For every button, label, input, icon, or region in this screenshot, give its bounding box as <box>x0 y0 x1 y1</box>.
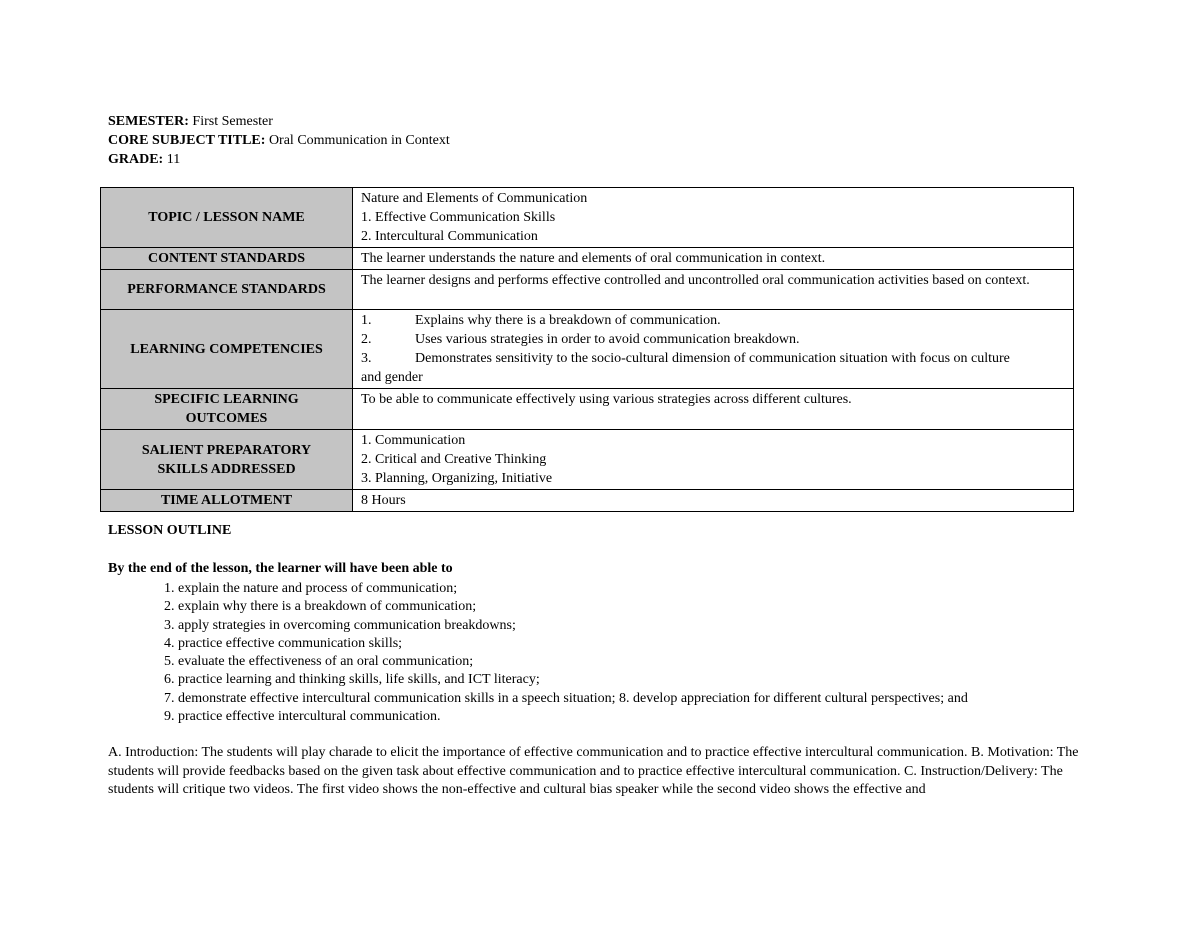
specific-outcomes-value: To be able to communicate effectively using various strategies across different cultures. <box>353 389 1074 430</box>
topic-value <box>353 188 1074 248</box>
procedure-paragraph: A. Introduction: The students will play charade to elicit the importance of effective communication and to practice effective intercultural communication. B. Motivation: The students will provide feedbacks based on the given task about effective communication and to practice effective intercultural communication. C. Instruction/Delivery: The students will critique two videos. The first video shows the non-effective and cultural bias speaker while the second video shows the effective and <box>108 745 1079 797</box>
semester-value: First Semester <box>192 114 273 129</box>
competency-item <box>361 330 1065 349</box>
topic-line: Nature and Elements of Communication <box>361 191 588 206</box>
learning-competencies-value <box>353 310 1074 389</box>
grade-row <box>108 150 450 169</box>
list-item: 1. explain the nature and process of communication; <box>164 581 458 596</box>
time-allotment-label: TIME ALLOTMENT <box>101 490 353 512</box>
table-row <box>101 248 1074 270</box>
topic-label: TOPIC / LESSON NAME <box>101 188 353 248</box>
list-item: 5. evaluate the effectiveness of an oral communication; <box>164 654 474 669</box>
competency-item <box>361 311 1065 330</box>
list-item: 4. practice effective communication skills; <box>164 635 403 651</box>
table-row <box>101 188 1074 248</box>
content-standards-value: The learner understands the nature and elements of oral communication in context. <box>353 248 1074 270</box>
competency-continuation: and gender <box>361 370 423 385</box>
list-item: 6. practice learning and thinking skills, life skills, and ICT literacy; <box>164 672 540 688</box>
objectives-intro: By the end of the lesson, the learner will have been able to <box>108 561 453 576</box>
label-line: SALIENT PREPARATORY <box>141 442 312 458</box>
performance-standards-label: PERFORMANCE STANDARDS <box>101 270 353 310</box>
list-item: 2. explain why there is a breakdown of communication; <box>164 599 477 615</box>
document-header <box>108 112 450 169</box>
table-row <box>101 490 1074 512</box>
objectives-list <box>164 580 968 726</box>
skill-line: 3. Planning, Organizing, Initiative <box>361 471 553 486</box>
table-row <box>101 389 1074 430</box>
salient-skills-label <box>101 430 353 490</box>
skill-line: 1. Communication <box>361 433 466 448</box>
grade-label: GRADE: <box>108 152 164 167</box>
skill-line: 2. Critical and Creative Thinking <box>361 452 547 467</box>
time-allotment-value: 8 Hours <box>353 490 1074 512</box>
learning-competencies-label: LEARNING COMPETENCIES <box>101 310 353 389</box>
list-item: 3. apply strategies in overcoming communication breakdowns; <box>164 617 516 633</box>
competency-number: 2. <box>361 332 372 347</box>
list-item: 9. practice effective intercultural communication. <box>164 708 441 724</box>
label-line: OUTCOMES <box>185 411 268 426</box>
lesson-outline-title: LESSON OUTLINE <box>108 523 232 538</box>
subject-label: CORE SUBJECT TITLE: <box>108 133 266 148</box>
table-row <box>101 270 1074 310</box>
subject-value: Oral Communication in Context <box>268 133 450 148</box>
competency-number: 3. <box>361 351 372 366</box>
table-row <box>101 310 1074 389</box>
competency-text: Demonstrates sensitivity to the socio-cultural dimension of communication situation with focus on culture <box>415 351 1010 366</box>
content-standards-label: CONTENT STANDARDS <box>101 248 353 270</box>
topic-line: 2. Intercultural Communication <box>361 229 538 244</box>
label-line: SKILLS ADDRESSED <box>157 461 296 477</box>
competency-text: Explains why there is a breakdown of communication. <box>415 313 721 328</box>
competency-text: Uses various strategies in order to avoid communication breakdown. <box>415 332 800 347</box>
label-line: SPECIFIC LEARNING <box>154 392 299 407</box>
semester-row <box>108 112 450 131</box>
performance-standards-value: The learner designs and performs effective controlled and uncontrolled oral communication activities based on context. <box>353 270 1074 310</box>
topic-line: 1. Effective Communication Skills <box>361 210 556 225</box>
semester-label: SEMESTER: <box>108 114 189 129</box>
competency-number: 1. <box>361 313 372 328</box>
competency-item <box>361 349 1065 368</box>
subject-row <box>108 131 450 150</box>
list-item: 7. demonstrate effective intercultural communication skills in a speech situation; 8. develop appreciation for different cultural perspectives; and <box>164 690 968 706</box>
salient-skills-value <box>353 430 1074 490</box>
grade-value: 11 <box>166 152 181 167</box>
table-row <box>101 430 1074 490</box>
specific-outcomes-label <box>101 389 353 430</box>
lesson-info-table <box>100 187 1074 512</box>
